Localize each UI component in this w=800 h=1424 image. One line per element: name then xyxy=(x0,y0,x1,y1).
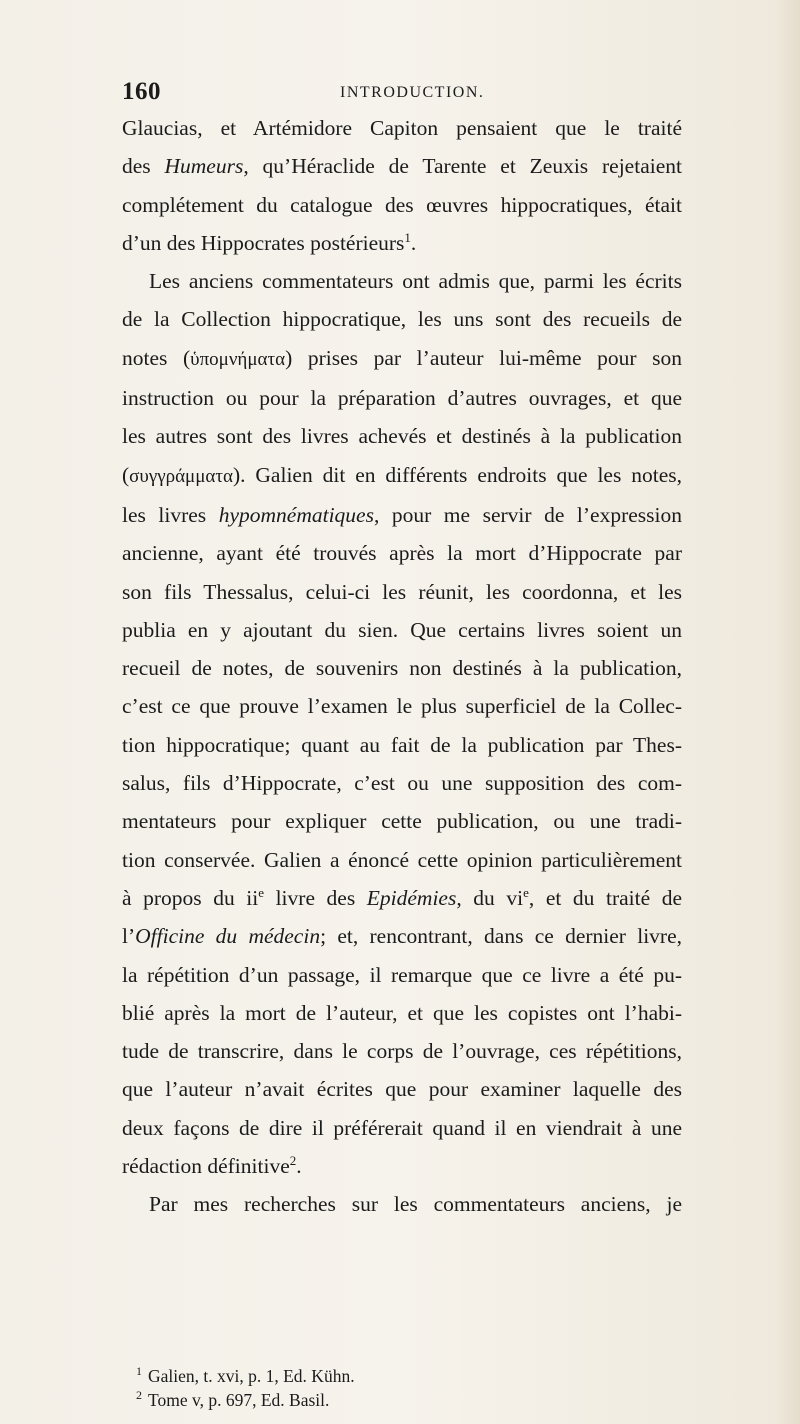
text-line: que l’auteur n’avait écrites que pour examiner laquelle des xyxy=(122,1077,682,1102)
text-line: instruction ou pour la préparation d’autres ouvrages, et que xyxy=(122,386,682,411)
text-line: d’un des Hippocrates postérieurs$^1$. xyxy=(122,229,417,255)
running-head: INTRODUCTION. xyxy=(340,84,485,101)
text-line: (συγγράμματα). Galien dit en différents endroits que les notes, xyxy=(122,462,682,487)
footnote-ref: 1 xyxy=(404,229,411,245)
greek-term: συγγράμματα xyxy=(129,465,233,487)
title-italic: Epidémies xyxy=(366,885,457,910)
text-line: mentateurs pour expliquer cette publication, ou une tradi- xyxy=(122,809,682,834)
text-line: blié après la mort de l’auteur, et que les copistes ont l’habi- xyxy=(122,1000,682,1025)
text-line: Glaucias, et Artémidore Capiton pensaient que le traité xyxy=(122,116,682,140)
text-line: des Humeurs, qu’Héraclide de Tarente et Zeuxis rejetaient xyxy=(122,154,682,179)
text-line: complétement du catalogue des œuvres hippocratiques, était xyxy=(122,192,682,217)
text-line: les autres sont des livres achevés et destinés à la publication xyxy=(122,424,682,449)
footnotes xyxy=(122,1364,682,1412)
text-line: tude de transcrire, dans le corps de l’ouvrage, ces répétitions, xyxy=(122,1039,682,1064)
text-line: c’est ce que prouve l’examen le plus superficiel de la Collec- xyxy=(122,694,682,719)
text-line: son fils Thessalus, celui-ci les réunit, les coordonna, et les xyxy=(122,579,682,604)
text-line: publia en y ajoutant du sien. Que certains livres soient un xyxy=(122,617,682,642)
page-header xyxy=(122,78,682,108)
text-line: les livres hypomnématiques, pour me servir de l’expression xyxy=(122,502,682,527)
page-number: 160 xyxy=(122,78,161,105)
greek-term: ὑπομνήματα xyxy=(190,348,286,370)
paragraph-start: Les anciens commentateurs ont admis que, parmi les écrits xyxy=(149,269,682,294)
text-line: notes (ὑπομνήματα) prises par l’auteur lui-même pour son xyxy=(122,345,683,370)
text-line: rédaction définitive$^2$. xyxy=(122,1152,302,1179)
footnote: $^1$ Galien, t. xvi, p. 1, Ed. Kühn. xyxy=(136,1364,355,1386)
text-line: recueil de notes, de souvenirs non destinés à la publication, xyxy=(122,656,682,681)
text-line: tion conservée. Galien a énoncé cette opinion particulièrement xyxy=(122,847,682,872)
text-line: la répétition d’un passage, il remarque que ce livre a été pu- xyxy=(122,962,682,987)
paragraph-start: Par mes recherches sur les commentateurs anciens, je xyxy=(149,1192,682,1217)
term-italic: hypomnématiques xyxy=(218,502,374,527)
text-line: salus, fils d’Hippocrate, c’est ou une supposition des com- xyxy=(122,771,682,796)
text-line: l’Officine du médecin; et, rencontrant, dans ce dernier livre, xyxy=(122,924,682,949)
title-italic: Officine du médecin xyxy=(135,924,321,949)
title-italic: Humeurs xyxy=(164,154,244,179)
footnote-ref: 2 xyxy=(289,1152,297,1168)
text-line: tion hippocratique; quant au fait de la publication par Thes- xyxy=(122,732,682,757)
text-line: à propos du $ii^e$ livre des Epidémies, du $vi^e$, et du traité de xyxy=(122,884,682,910)
body-text xyxy=(122,109,682,1224)
footnote: $^2$ Tome v, p. 697, Ed. Basil. xyxy=(136,1388,330,1410)
text-line: de la Collection hippocratique, les uns sont des recueils de xyxy=(122,307,682,332)
text-line: deux façons de dire il préférerait quand il en viendrait à une xyxy=(122,1115,682,1140)
text-line: ancienne, ayant été trouvés après la mort d’Hippocrate par xyxy=(122,541,682,566)
